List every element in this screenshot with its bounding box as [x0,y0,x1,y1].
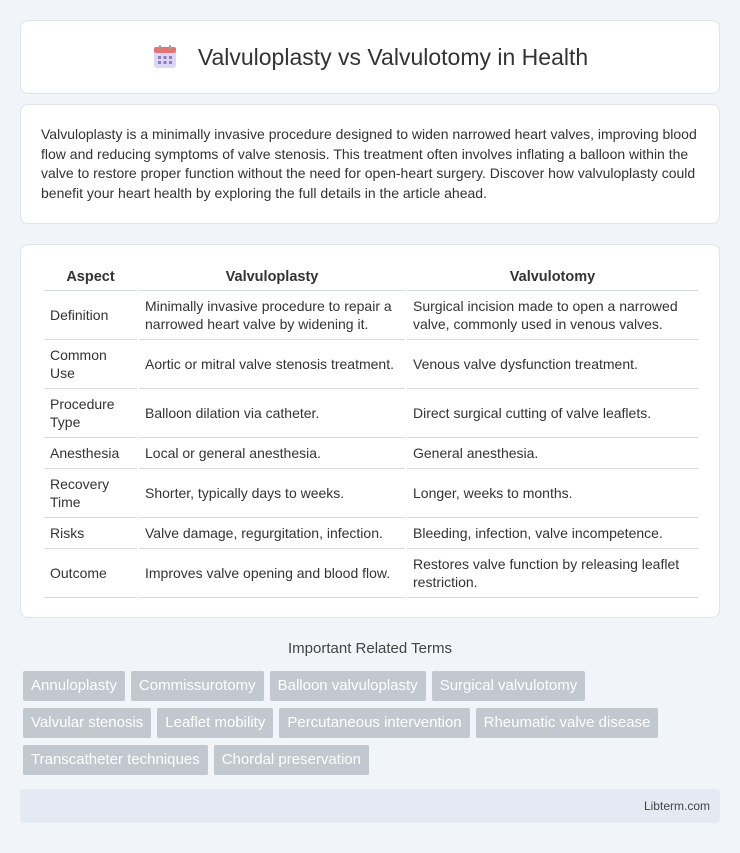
tag-rheumatic-valve-disease[interactable]: Rheumatic valve disease [476,708,659,738]
aspect-cell: Definition [44,291,137,340]
comparison-table [42,263,700,598]
valvulotomy-cell: Longer, weeks to months. [407,469,698,518]
comparison-card [20,244,720,618]
title-wrap [152,44,588,71]
intro-card [20,104,720,224]
valvuloplasty-cell: Improves valve opening and blood flow. [139,549,405,598]
aspect-cell: Procedure Type [44,389,137,438]
header-card [20,20,720,94]
tag-balloon-valvuloplasty[interactable]: Balloon valvuloplasty [270,671,426,701]
valvuloplasty-cell: Valve damage, regurgitation, infection. [139,518,405,549]
table-row [44,438,698,469]
valvulotomy-cell: Direct surgical cutting of valve leaflets. [407,389,698,438]
valvuloplasty-cell: Balloon dilation via catheter. [139,389,405,438]
table-row [44,340,698,389]
valvuloplasty-cell: Shorter, typically days to weeks. [139,469,405,518]
tag-annuloplasty[interactable]: Annuloplasty [23,671,125,701]
valvulotomy-cell: Bleeding, infection, valve incompetence. [407,518,698,549]
aspect-cell: Recovery Time [44,469,137,518]
intro-text: Valvuloplasty is a minimally invasive procedure designed to widen narrowed heart valves, improving blood flow and reducing symptoms of valve stenosis. This treatment often involves inflating a balloon within the valve to restore proper function without the need for open-heart surgery. Discover how valvuloplasty could benefit your heart health by exploring the full details in the article ahead. [41,126,697,201]
tag-surgical-valvulotomy[interactable]: Surgical valvulotomy [432,671,586,701]
table-row [44,389,698,438]
table-row [44,549,698,598]
valvuloplasty-cell: Minimally invasive procedure to repair a narrowed heart valve by widening it. [139,291,405,340]
table-header-row [44,263,698,291]
tag-valvular-stenosis[interactable]: Valvular stenosis [23,708,151,738]
valvulotomy-cell: General anesthesia. [407,438,698,469]
aspect-cell: Common Use [44,340,137,389]
valvulotomy-cell: Restores valve function by releasing leaflet restriction. [407,549,698,598]
tag-chordal-preservation[interactable]: Chordal preservation [214,745,369,775]
footer [20,789,720,823]
tag-transcatheter-techniques[interactable]: Transcatheter techniques [23,745,208,775]
header-valvulotomy: Valvulotomy [407,263,698,291]
tag-leaflet-mobility[interactable]: Leaflet mobility [157,708,273,738]
aspect-cell: Risks [44,518,137,549]
valvulotomy-cell: Venous valve dysfunction treatment. [407,340,698,389]
valvulotomy-cell: Surgical incision made to open a narrowed valve, commonly used in venous valves. [407,291,698,340]
related-terms-heading: Important Related Terms [288,640,452,657]
header-valvuloplasty: Valvuloplasty [139,263,405,291]
valvuloplasty-cell: Aortic or mitral valve stenosis treatment. [139,340,405,389]
aspect-cell: Anesthesia [44,438,137,469]
header-aspect: Aspect [44,263,137,291]
related-tags [23,671,713,775]
table-row [44,518,698,549]
table-row [44,291,698,340]
page-title: Valvuloplasty vs Valvulotomy in Health [197,43,589,70]
aspect-cell: Outcome [44,549,137,598]
footer-brand[interactable]: Libterm.com [643,799,710,813]
calendar-icon [152,44,178,70]
valvuloplasty-cell: Local or general anesthesia. [139,438,405,469]
tag-commissurotomy[interactable]: Commissurotomy [131,671,264,701]
table-row [44,469,698,518]
tag-percutaneous-intervention[interactable]: Percutaneous intervention [279,708,469,738]
